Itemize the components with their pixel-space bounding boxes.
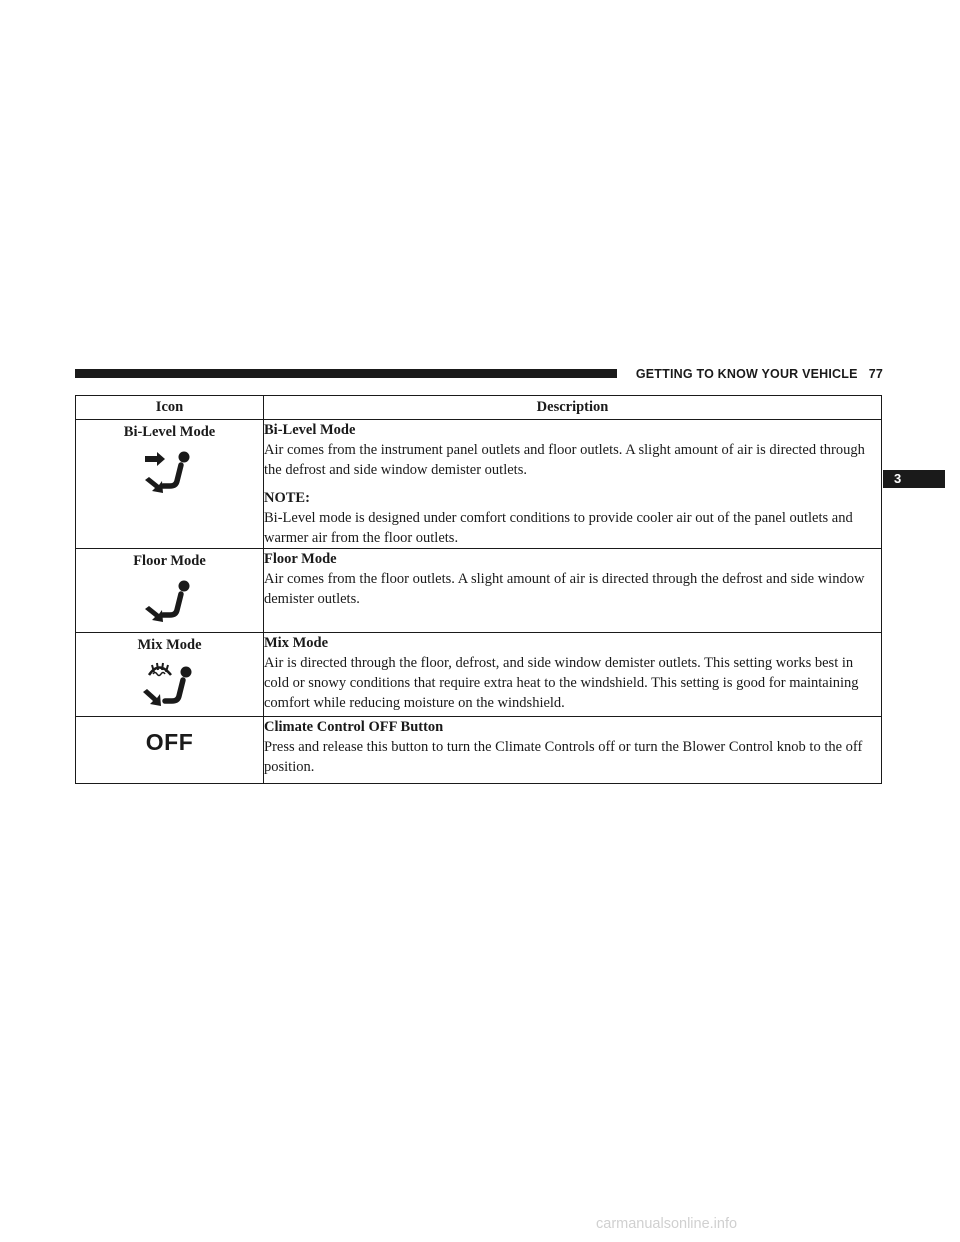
climate-modes-table	[75, 395, 882, 784]
description-cell	[264, 717, 882, 784]
table-row	[76, 633, 882, 717]
mode-description: Air comes from the floor outlets. A slight amount of air is directed through the defrost and side window demister outlets.	[264, 571, 865, 607]
icon-cell	[76, 420, 264, 549]
mode-title: Floor Mode	[264, 551, 337, 567]
off-button-icon: OFF	[145, 729, 194, 755]
description-cell	[264, 633, 882, 717]
icon-label: Floor Mode	[133, 553, 206, 569]
mode-title: Bi-Level Mode	[264, 422, 356, 438]
icon-label: Bi-Level Mode	[123, 424, 216, 440]
note-label: NOTE:	[264, 490, 310, 506]
mode-title: Climate Control OFF Button	[264, 719, 444, 735]
icon-cell	[76, 717, 264, 784]
chapter-tab: 3	[883, 470, 945, 488]
description-cell	[264, 549, 882, 633]
header-rule	[75, 369, 617, 378]
description-cell	[264, 420, 882, 549]
icon-cell	[76, 549, 264, 633]
footer-watermark: carmanualsonline.info	[596, 1216, 738, 1232]
page-number: 77	[868, 367, 883, 381]
mode-description: Air comes from the instrument panel outlets and floor outlets. A slight amount of air is directed through the defrost and side window demister outlets.	[264, 442, 865, 478]
mode-title: Mix Mode	[264, 635, 329, 651]
mode-description: Air is directed through the floor, defrost, and side window demister outlets. This setting works best in cold or snowy conditions that require extra heat to the windshield. This setting is good for maintaining comfort while reducing moisture on the windshield.	[264, 655, 859, 711]
running-header	[628, 365, 883, 383]
table-row	[76, 420, 882, 549]
table-row	[76, 717, 882, 784]
icon-label: Mix Mode	[137, 637, 202, 653]
note-text: Bi-Level mode is designed under comfort conditions to provide cooler air out of the panel outlets and warmer air from the floor outlets.	[264, 510, 853, 546]
floor-mode-icon	[143, 579, 197, 625]
mode-description: Press and release this button to turn the Climate Controls off or turn the Blower Control knob to the off position.	[264, 739, 863, 775]
mix-mode-icon	[141, 659, 199, 711]
bi-level-mode-icon	[143, 450, 197, 496]
table-header-row	[76, 396, 882, 420]
column-header-icon: Icon	[76, 396, 264, 420]
section-title: GETTING TO KNOW YOUR VEHICLE	[635, 367, 858, 381]
icon-cell	[76, 633, 264, 717]
table-row	[76, 549, 882, 633]
column-header-description: Description	[264, 396, 882, 420]
